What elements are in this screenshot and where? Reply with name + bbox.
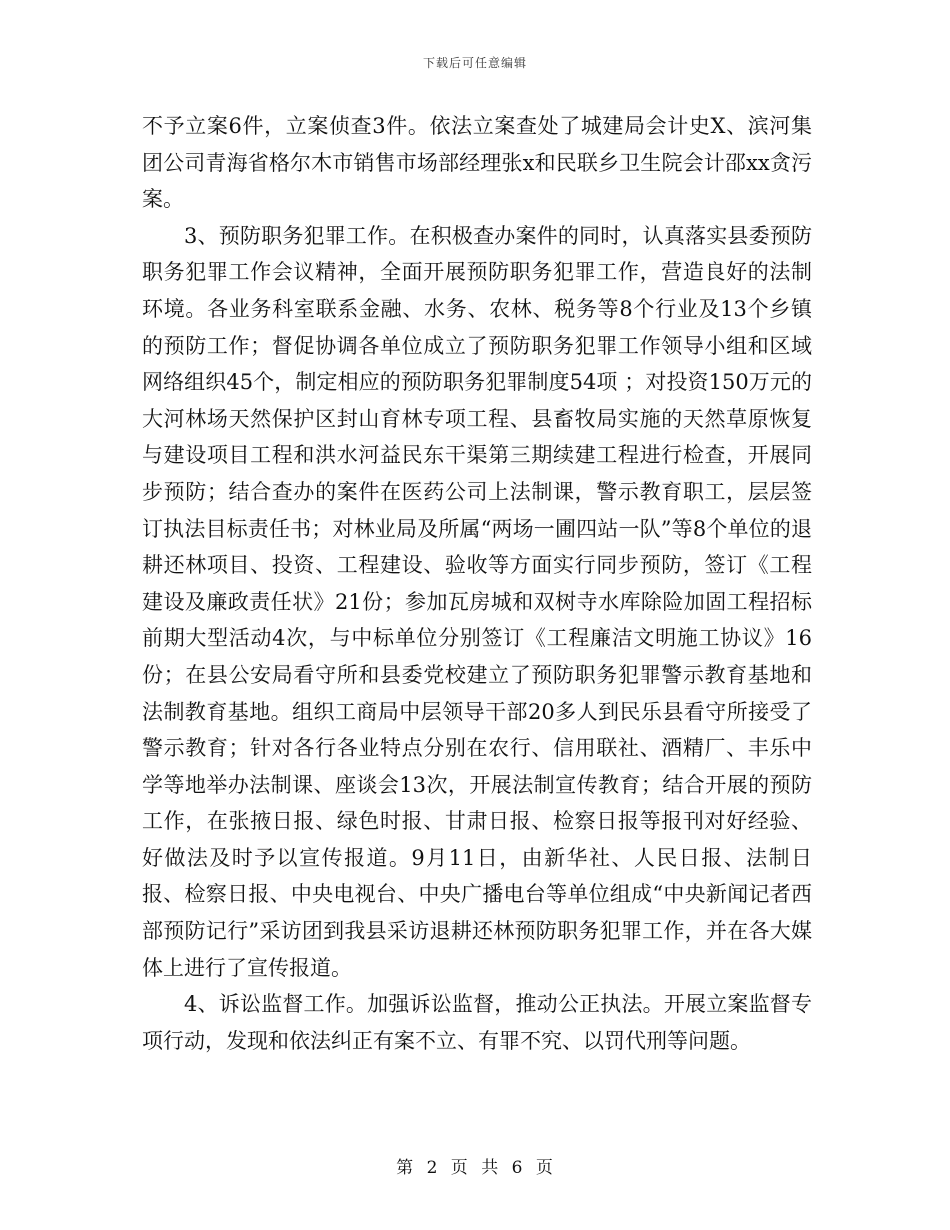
footer-total-unit: 页 [535,1158,554,1178]
footer-total-prefix: 共 [481,1158,500,1178]
document-body [142,108,812,1059]
footer-current-page: 2 [426,1158,439,1178]
footer-total-pages: 6 [511,1158,524,1178]
paragraph-crime-prevention: 3、预防职务犯罪工作。在积极查办案件的同时，认真落实县委预防职务犯罪工作会议精神，全面开展预防职务犯罪工作，营造良好的法制环境。各业务科室联系金融、水务、农林、税务等8个行业及13个乡镇的预防工作；督促协调各单位成立了预防职务犯罪工作领导小组和区域网络组织45个，制定相应的预防职务犯罪制度54项 ；对投资150万元的大河林场天然保护区封山育林专项工程、县畜牧局实施的天然草原恢复与建设项目工程和洪水河益民东干渠第三期续建工程进行检查，开展同步预防；结合查办的案件在医药公司上法制课，警示教育职工，层层签订执法目标责任书；对林业局及所属“两场一圃四站一队”等8个单位的退耕还林项目、投资、工程建设、验收等方面实行同步预防，签订《工程建设及廉政责任状》21份；参加瓦房城和双树寺水库除险加固工程招标前期大型活动4次，与中标单位分别签订《工程廉洁文明施工协议》16份；在县公安局看守所和县委党校建立了预防职务犯罪警示教育基地和法制教育基地。组织工商局中层领导干部20多人到民乐县看守所接受了警示教育；针对各行各业特点分别在农行、信用联社、酒精厂、丰乐中学等地举办法制课、座谈会13次，开展法制宣传教育；结合开展的预防工作，在张掖日报、绿色时报、甘肃日报、检察日报等报刊对好经验、好做法及时予以宣传报道。9月11日，由新华社、人民日报、法制日报、检察日报、中央电视台、中央广播电台等单位组成“中央新闻记者西部预防记行”采访团到我县采访退耕还林预防职务犯罪工作，并在各大媒体上进行了宣传报道。 [142,223,812,980]
paragraph-litigation-supervision: 4、诉讼监督工作。加强诉讼监督，推动公正执法。开展立案监督专项行动，发现和依法纠正有案不立、有罪不究、以罚代刑等问题。 [142,992,812,1053]
page-footer [0,1153,950,1178]
page-header: 下载后可任意编辑 [422,56,527,70]
paragraph-case-summary: 不予立案6件，立案侦查3件。依法立案查处了城建局会计史X、滨河集团公司青海省格尔木市销售市场部经理张x和民联乡卫生院会计邵xx贪污案。 [142,114,812,212]
footer-page-unit: 页 [450,1158,469,1178]
footer-prefix: 第 [396,1158,415,1178]
